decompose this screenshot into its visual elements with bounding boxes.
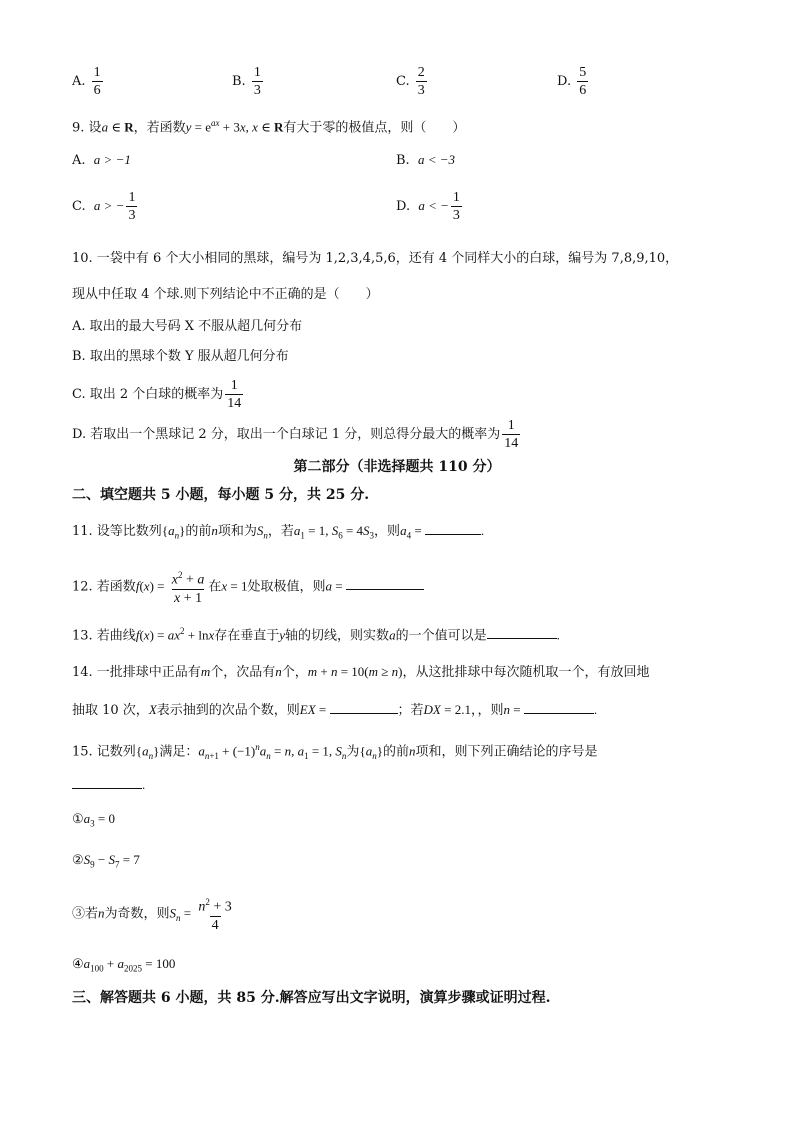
q13-stem: 13. 若曲线$f(x) = ax^2 + \ln x$存在垂直于y轴的切线，则实数a的一个值可以是 . [72, 626, 560, 644]
q9-option-d: D. a < − $\frac{1}{3}$ [396, 190, 460, 223]
q15-item-1: $①a_3 = 0$ [72, 811, 115, 829]
answer-blank[interactable] [330, 699, 398, 714]
q15-answer-line: . [72, 774, 145, 795]
answer-blank[interactable] [524, 699, 594, 714]
q9-stem: 9. 设a ∈ R，若函数$y = e^{ax} + 3x$, x ∈ R有大于零的极值点，则（ ） [72, 118, 466, 136]
q8-option-c: C. $\frac{2}{3}$ [396, 65, 425, 98]
section3-title: 三、解答题共 6 小题，共 85 分.解答应写出文字说明，演算步骤或证明过程. [72, 990, 551, 1006]
answer-blank[interactable] [346, 575, 424, 590]
q8-option-a: A. $\frac{1}{6}$ [72, 65, 101, 98]
q14-stem-line2: 抽取 10 次，X表示抽到的次品个数，则EX = ；若DX = 2.1，，则n = . [72, 699, 597, 720]
q10-option-d: D. 若取出一个黑球记 2 分，取出一个白球记 1 分，则总得分最大的概率为 $\frac{1}{14}$ [72, 418, 519, 451]
q15-stem: 15. 记数列$\{a_n\}$满足：$a_{n+1} + (-1)^na_n = n$, $a_1 = 1$, $S_n$为$\{a_n\}$的前n项和，则下列正确结论的序号是 [72, 742, 598, 761]
q11-stem: 11. 设等比数列$\{a_n\}$的前n项和为$S_n$，若$a_1 = 1$, $S_6 = 4S_3$，则$a_4$ = . [72, 520, 484, 545]
part2-title: 第二部分（非选择题共 110 分） [293, 459, 501, 475]
q8-option-d: D. $\frac{5}{6}$ [557, 65, 587, 98]
section2-title: 二、填空题共 5 小题，每小题 5 分，共 25 分. [72, 487, 370, 503]
q9-option-b: B. a < −3 [396, 152, 455, 168]
q15-item-4: $④a_{100} + a_{2025} = 100$ [72, 956, 176, 974]
fraction: $\frac{5}{6}$ [579, 65, 587, 98]
q10-option-a: A. 取出的最大号码 X 不服从超几何分布 [72, 319, 303, 334]
q15-item-2: $②S_9 - S_7 = 7$ [72, 852, 140, 870]
q10-option-c: C. 取出 2 个白球的概率为 $\frac{1}{14}$ [72, 378, 242, 411]
answer-blank[interactable] [487, 624, 557, 639]
fraction: $\frac{2}{3}$ [417, 65, 425, 98]
q10-stem-line2: 现从中任取 4 个球.则下列结论中不正确的是（ ） [72, 287, 379, 302]
q9-option-c: C. a > − $\frac{1}{3}$ [72, 190, 136, 223]
q15-item-3: ③若n为奇数，则$S_n$ = $\frac{n^2 + 3}{4}$ [72, 897, 232, 933]
fraction: $\frac{1}{6}$ [93, 65, 101, 98]
q10-option-b: B. 取出的黑球个数 Y 服从超几何分布 [72, 349, 289, 364]
q8-option-b: B. $\frac{1}{3}$ [232, 65, 261, 98]
answer-blank[interactable] [425, 520, 481, 535]
q9-option-a: A. a > −1 [72, 152, 131, 168]
fraction: $\frac{1}{3}$ [253, 65, 261, 98]
q14-stem-line1: 14. 一批排球中正品有m个，次品有n个，m + n = 10(m ≥ n)，从这批排球中每次随机取一个，有放回地 [72, 664, 650, 680]
q10-stem-line1: 10. 一袋中有 6 个大小相同的黑球，编号为 1,2,3,4,5,6，还有 4 个同样大小的白球，编号为 7,8,9,10， [72, 251, 679, 266]
answer-blank[interactable] [72, 774, 142, 789]
q12-stem: 12. 若函数f(x) = $\frac{x^2 + a}{x + 1}$ 在x = 1处取极值，则a = [72, 568, 424, 606]
